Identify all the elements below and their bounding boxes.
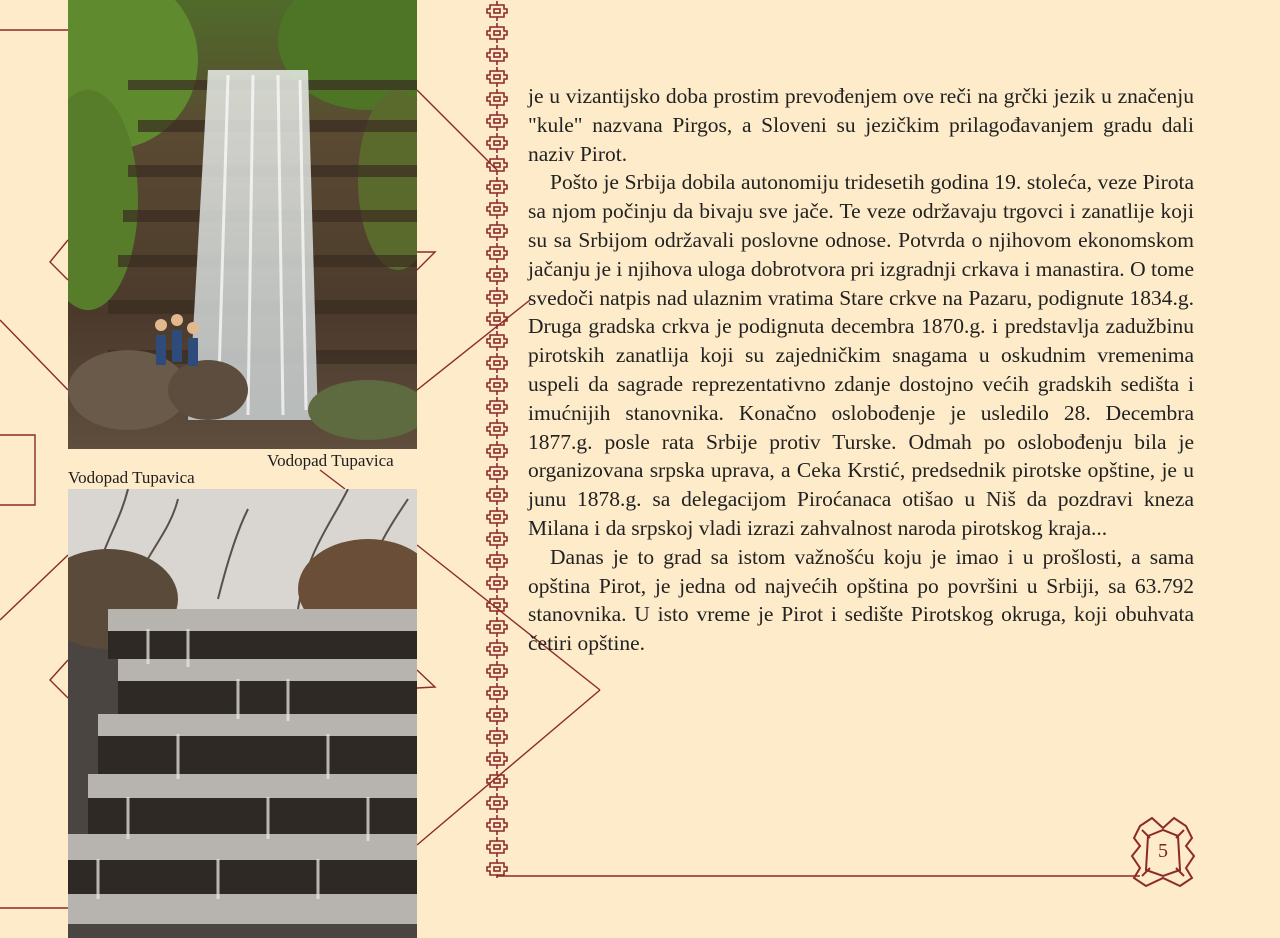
waterfall-winter-photo — [68, 489, 417, 938]
waterfall-summer-photo — [68, 0, 417, 449]
page-number: 5 — [1158, 840, 1168, 862]
ornamental-border — [484, 0, 510, 878]
article-body — [528, 82, 1194, 658]
paragraph-2: Pošto je Srbija dobila autonomiju tridesetih godina 19. stoleća, veze Pirota sa njom počinju da bivaju sve jače. Te veze održavaju trgovci i zanatlije koji su sa Srbijom održavali poslovne odnose. Potvrda o njihovom ekonomskom jačanju je i njihova uloga dobrotvora pri izgradnji crkava i manastira. O tome svedoči natpis nad ulaznim vratima Stare crkve na Pazaru, podignute 1834.g. Druga gradska crkva je podignuta decembra 1870.g. i predstavlja zadužbinu pirotskih zanatlija koji su zajedničkim snagama u oskudnim vremenima uspeli da sagrade reprezentativno zdanje dostojno većih gradskih sedišta i imućnijih stanovnika. Konačno oslobođenje je usledilo 28. Decembra 1877.g. posle rata Srbije protiv Turske. Odmah po oslobođenju bila je organizovana srpska uprava, a Ceka Krstić, predsednik pirotske opštine, je u junu 1878.g. sa delegacijom Piroćanaca otišao u Niš da pozdravi kneza Milana i da srpskoj vladi izrazi zahvalnost naroda pirotskog kraja... — [528, 170, 1194, 540]
paragraph-1: je u vizantijsko doba prostim prevođenjem ove reči na grčki jezik u značenju "kule" nazvana Pirgos, a Sloveni su jezičkim prilagođavanjem gradu dali naziv Pirot. — [528, 84, 1194, 166]
paragraph-3: Danas je to grad sa istom važnošću koju je imao i u prošlosti, a sama opština Pirot, je jedna od najvećih opština po površini u Srbiji, sa 63.792 stanovnika. U isto vreme je Pirot i sedište Pirotskog okruga, koji obuhvata četiri opštine. — [528, 544, 1194, 656]
photo-caption-bottom: Vodopad Tupavica — [68, 468, 195, 487]
photo-caption-top: Vodopad Tupavica — [267, 451, 394, 470]
